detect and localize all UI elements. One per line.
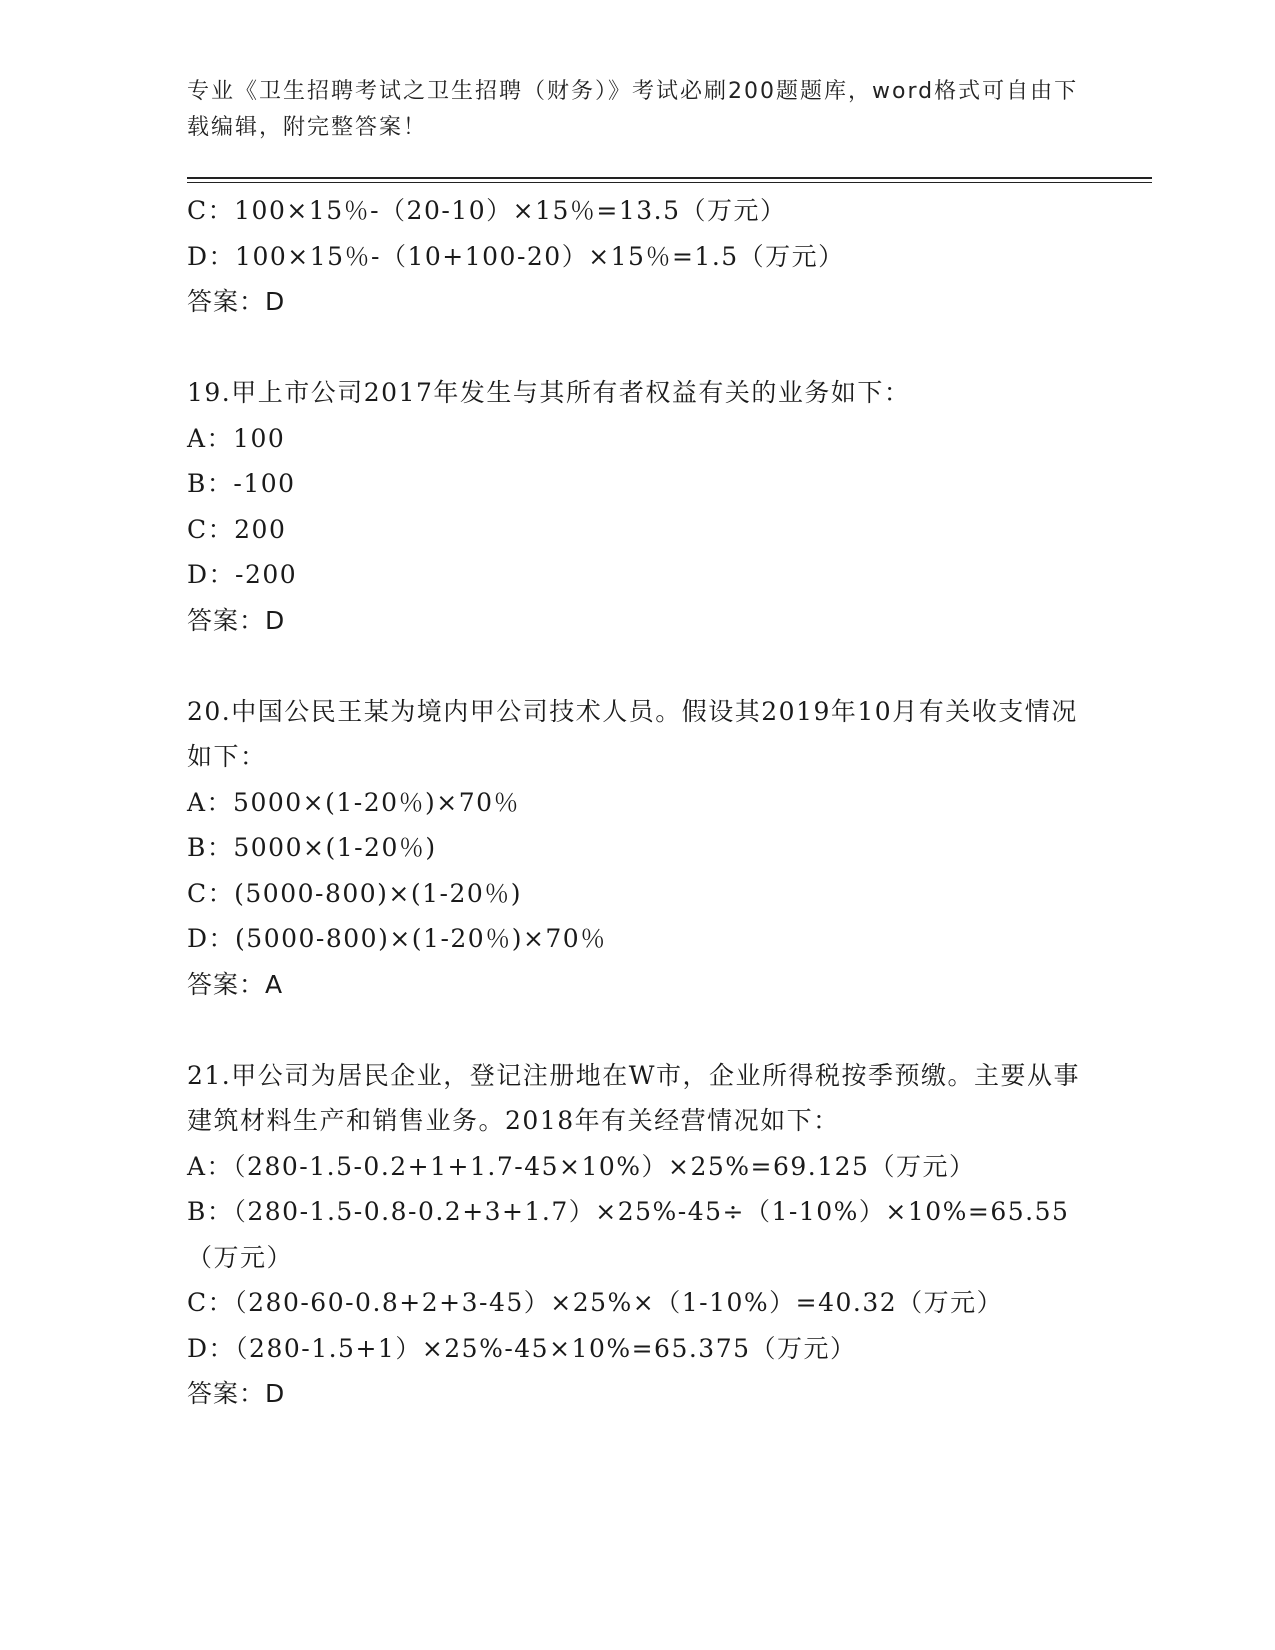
option-c: C：100×15％-（20-10）×15％=13.5（万元）: [187, 196, 787, 225]
question-block-18-tail: [187, 188, 1087, 325]
option-b: B：（280-1.5-0.8-0.2+3+1.7）×25%-45÷（1-10%）×10%=65.55（万元）: [187, 1197, 1070, 1272]
question-title: 19.甲上市公司2017年发生与其所有者权益有关的业务如下：: [187, 378, 911, 407]
document-body: [187, 188, 1087, 1417]
option-c: C：200: [187, 514, 287, 544]
option-d: D：(5000-800)×(1-20％)×70％: [187, 924, 607, 953]
document-header: 专业《卫生招聘考试之卫生招聘（财务）》考试必刷200题题库，word格式可自由下载编辑，附完整答案！: [187, 79, 1079, 140]
option-b: B：-100: [187, 469, 296, 498]
answer-line: 答案：D: [187, 1379, 286, 1408]
answer-line: 答案：A: [187, 969, 284, 999]
option-a: A：5000×(1-20％)×70％: [187, 787, 521, 817]
answer-line: 答案：D: [187, 605, 286, 635]
answer-line: 答案：D: [187, 287, 286, 316]
option-a: A：100: [187, 423, 286, 453]
option-b: B：5000×(1-20％): [187, 833, 437, 862]
question-block-20: [187, 689, 1087, 1008]
option-c: C：（280-60-0.8+2+3-45）×25%×（1-10%）=40.32（万元）: [187, 1288, 1004, 1317]
spacer: [187, 325, 1087, 371]
question-title: 20.中国公民王某为境内甲公司技术人员。假设其2019年10月有关收支情况如下：: [187, 696, 1078, 771]
spacer: [187, 643, 1087, 689]
question-block-19: [187, 370, 1087, 643]
option-d: D：100×15％-（10+100-20）×15％=1.5（万元）: [187, 241, 845, 271]
question-title: 21.甲公司为居民企业，登记注册地在W市，企业所得税按季预缴。主要从事建筑材料生产和销售业务。2018年有关经营情况如下：: [187, 1060, 1080, 1135]
question-block-21: [187, 1053, 1087, 1417]
header-divider-thin: [187, 182, 1152, 183]
option-a: A：（280-1.5-0.2+1+1.7-45×10%）×25%=69.125（万元）: [187, 1151, 976, 1181]
option-d: D：（280-1.5+1）×25%-45×10%=65.375（万元）: [187, 1333, 857, 1363]
spacer: [187, 1007, 1087, 1053]
option-d: D：-200: [187, 560, 298, 589]
header-divider-thick: [187, 177, 1152, 179]
option-c: C：(5000-800)×(1-20％): [187, 878, 523, 908]
